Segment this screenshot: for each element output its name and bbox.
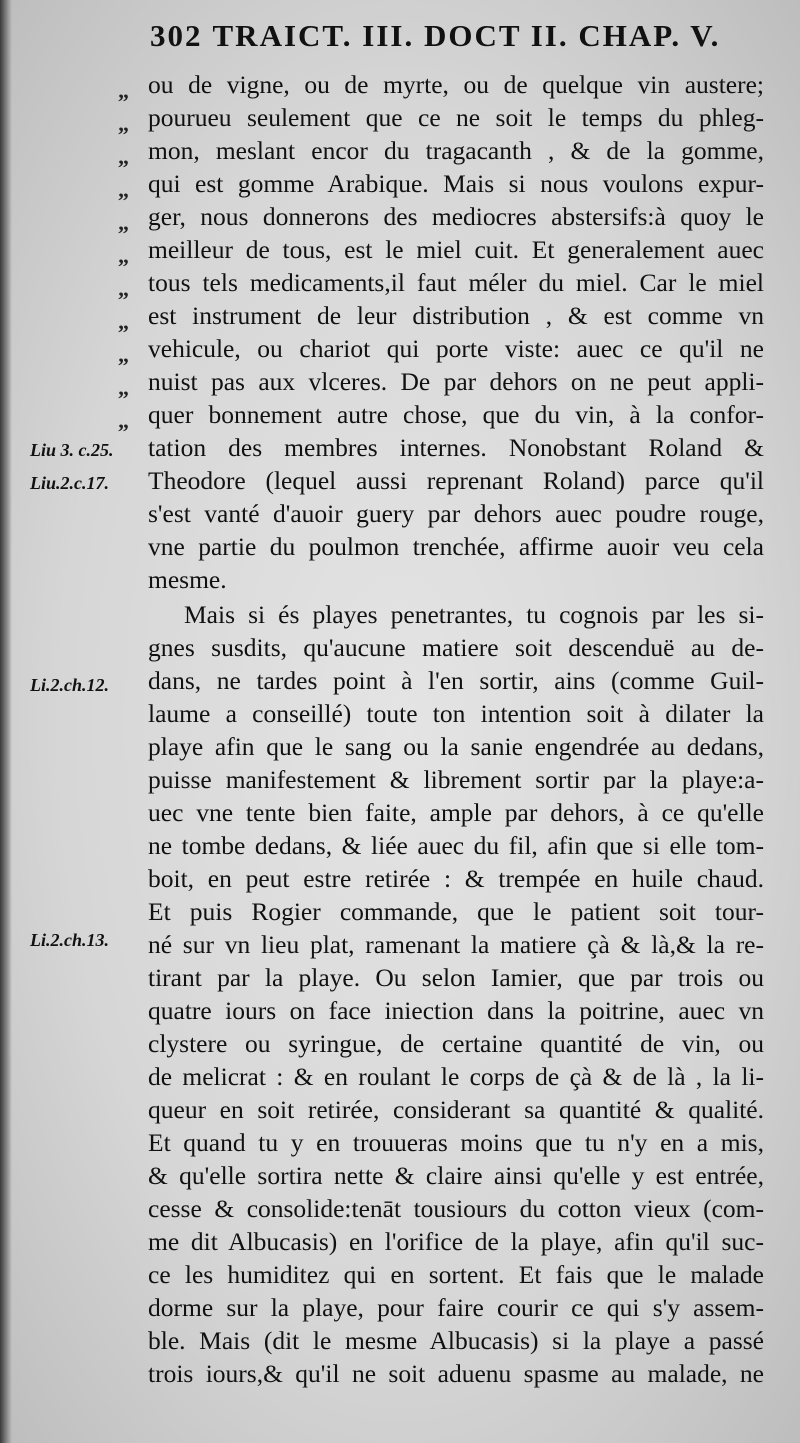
text-line: pourueu seulement que ce ne soit le temps du phleg-: [148, 103, 764, 132]
quote-mark: „: [118, 375, 129, 400]
quote-mark: „: [118, 276, 129, 301]
text-line: trois iours,& qu'il ne soit aduenu spasme au malade, ne: [148, 1359, 764, 1388]
quote-mark: „: [118, 210, 129, 235]
text-line: boit, en peut estre retirée : & trempée en huile chaud.: [148, 864, 764, 893]
text-line: laume a conseillé) toute ton intention soit à dilater la: [148, 699, 764, 728]
text-line: puisse manifestement & librement sortir par la playe:a-: [148, 765, 764, 794]
text-line: de melicrat : & en roulant le corps de çà & de là , la li-: [148, 1062, 764, 1091]
quote-mark: „: [118, 78, 129, 103]
text-line: mon, meslant encor du tragacanth , & de la gomme,: [148, 136, 764, 165]
text-line: s'est vanté d'auoir guery par dehors auec poudre rouge,: [148, 499, 764, 528]
text-line: queur en soit retirée, considerant sa quantité & qualité.: [148, 1095, 764, 1124]
text-line: uec vne tente bien faite, ample par dehors, à ce qu'elle: [148, 798, 764, 827]
text-line: dans, ne tardes point à l'en sortir, ains (comme Guil-: [148, 666, 764, 695]
text-line: playe afin que le sang ou la sanie engendrée au dedans,: [148, 732, 764, 761]
text-line: gnes susdits, qu'aucune matiere soit descenduë au de-: [148, 633, 764, 662]
margin-note: Li.2.ch.13.: [30, 930, 109, 950]
text-line: vehicule, ou chariot qui porte viste: auec ce qu'il ne: [148, 334, 764, 363]
text-line: ou de vigne, ou de myrte, ou de quelque vin austere;: [148, 70, 764, 99]
quote-mark: „: [118, 243, 129, 268]
text-line: tation des membres internes. Nonobstant Roland &: [148, 433, 764, 462]
text-line: ne tombe dedans, & liée auec du fil, afin que si elle tom-: [148, 831, 764, 860]
text-line: quatre iours on face iniection dans la poitrine, auec vn: [148, 996, 764, 1025]
text-line: Mais si és playes penetrantes, tu cognois par les si-: [184, 600, 764, 629]
text-line: ble. Mais (dit le mesme Albucasis) si la playe a passé: [148, 1326, 764, 1355]
text-line: mesme.: [148, 565, 227, 594]
quote-mark: „: [118, 111, 129, 136]
text-line: tirant par la playe. Ou selon Iamier, que par trois ou: [148, 963, 764, 992]
text-line: cesse & consolide:tenāt tousiours du cotton vieux (com-: [148, 1194, 764, 1223]
text-line: nuist pas aux vlceres. De par dehors on ne peut appli-: [148, 367, 764, 396]
text-line: tous tels medicaments,il faut méler du miel. Car le miel: [148, 268, 764, 297]
margin-note: Liu 3. c.25.: [30, 440, 114, 460]
text-line: qui est gomme Arabique. Mais si nous voulons expur-: [148, 169, 764, 198]
text-line: est instrument de leur distribution , & est comme vn: [148, 301, 764, 330]
margin-note: Li.2.ch.12.: [30, 675, 109, 695]
text-line: vne partie du poulmon trenchée, affirme auoir veu cela: [148, 532, 764, 561]
quote-mark: „: [118, 342, 129, 367]
text-line: né sur vn lieu plat, ramenant la matiere çà & là,& la re-: [148, 930, 764, 959]
quote-mark: „: [118, 177, 129, 202]
text-line: Theodore (lequel aussi reprenant Roland) parce qu'il: [148, 466, 764, 495]
text-line: meilleur de tous, est le miel cuit. Et generalement auec: [148, 235, 764, 264]
text-line: quer bonnement autre chose, que du vin, à la confor-: [148, 400, 764, 429]
text-line: Et puis Rogier commande, que le patient soit tour-: [148, 897, 764, 926]
text-line: Et quand tu y en trouueras moins que tu n'y en a mis,: [148, 1128, 764, 1157]
margin-note: Liu.2.c.17.: [30, 473, 109, 493]
text-line: dorme sur la playe, pour faire courir ce qui s'y assem-: [148, 1293, 764, 1322]
quote-mark: „: [118, 309, 129, 334]
page-number: 302: [150, 18, 203, 53]
text-line: & qu'elle sortira nette & claire ainsi qu'elle y est entrée,: [148, 1161, 764, 1190]
text-line: ce les humiditez qui en sortent. Et fais que le malade: [148, 1260, 764, 1289]
text-line: clystere ou syringue, de certaine quantité de vin, ou: [148, 1029, 764, 1058]
text-line: ger, nous donnerons des mediocres abstersifs:à quoy le: [148, 202, 764, 231]
running-title: TRAICT. III. DOCT II. CHAP. V.: [212, 18, 721, 53]
text-line: me dit Albucasis) en l'orifice de la playe, afin qu'il suc-: [148, 1227, 764, 1256]
quote-mark: „: [118, 408, 129, 433]
quote-mark: „: [118, 144, 129, 169]
